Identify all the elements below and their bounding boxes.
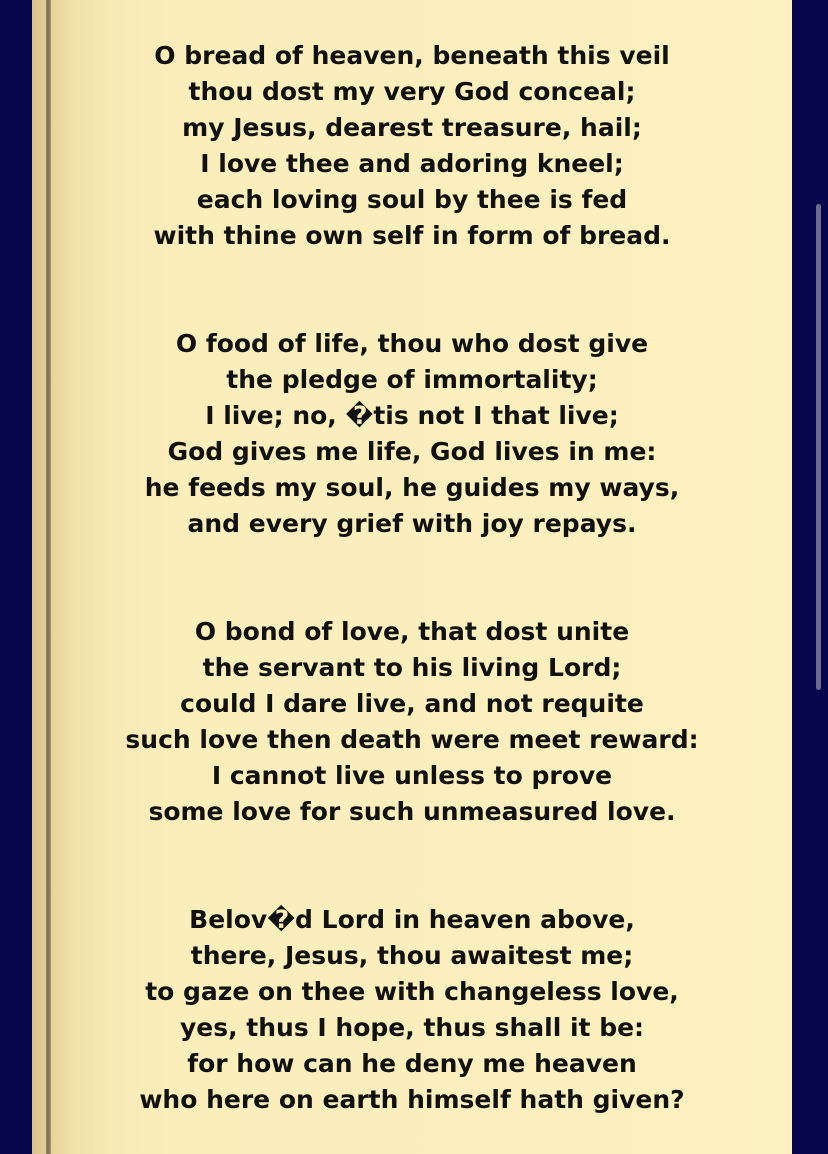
verse-line: the pledge of immortality; bbox=[226, 365, 598, 394]
verse-line: Belov�d Lord in heaven above, bbox=[189, 905, 635, 934]
verse-line: God gives me life, God lives in me: bbox=[167, 437, 657, 466]
verse-line: some love for such unmeasured love. bbox=[148, 797, 676, 826]
verse-line: thou dost my very God conceal; bbox=[188, 77, 636, 106]
verse-line: I live; no, �tis not I that live; bbox=[205, 401, 619, 430]
stanza-2 bbox=[32, 326, 792, 542]
stanza-4 bbox=[32, 902, 792, 1118]
scrollbar-thumb[interactable] bbox=[816, 204, 821, 690]
stanza-1 bbox=[32, 38, 792, 254]
verse-line: such love then death were meet reward: bbox=[125, 725, 699, 754]
verse-line: who here on earth himself hath given? bbox=[139, 1085, 685, 1114]
verse-line: to gaze on thee with changeless love, bbox=[145, 977, 679, 1006]
stanza-3 bbox=[32, 614, 792, 830]
verse-line: there, Jesus, thou awaitest me; bbox=[190, 941, 634, 970]
verse-line: each loving soul by thee is fed bbox=[196, 185, 628, 214]
verse-line: for how can he deny me heaven bbox=[187, 1049, 637, 1078]
verse-line: and every grief with joy repays. bbox=[187, 509, 637, 538]
verse-line: O bond of love, that dost unite bbox=[194, 617, 630, 646]
verse-line: O food of life, thou who dost give bbox=[175, 329, 649, 358]
verse-line: O bread of heaven, beneath this veil bbox=[154, 41, 670, 70]
verse-line: yes, thus I hope, thus shall it be: bbox=[179, 1013, 645, 1042]
verse-line: my Jesus, dearest treasure, hail; bbox=[182, 113, 642, 142]
verse-line: I love thee and adoring kneel; bbox=[200, 149, 624, 178]
verse-line: could I dare live, and not requite bbox=[180, 689, 644, 718]
verse-line: the servant to his living Lord; bbox=[202, 653, 622, 682]
verse-line: I cannot live unless to prove bbox=[211, 761, 613, 790]
hymn-text bbox=[32, 38, 792, 1118]
verse-line: he feeds my soul, he guides my ways, bbox=[144, 473, 680, 502]
verse-line: with thine own self in form of bread. bbox=[153, 221, 671, 250]
